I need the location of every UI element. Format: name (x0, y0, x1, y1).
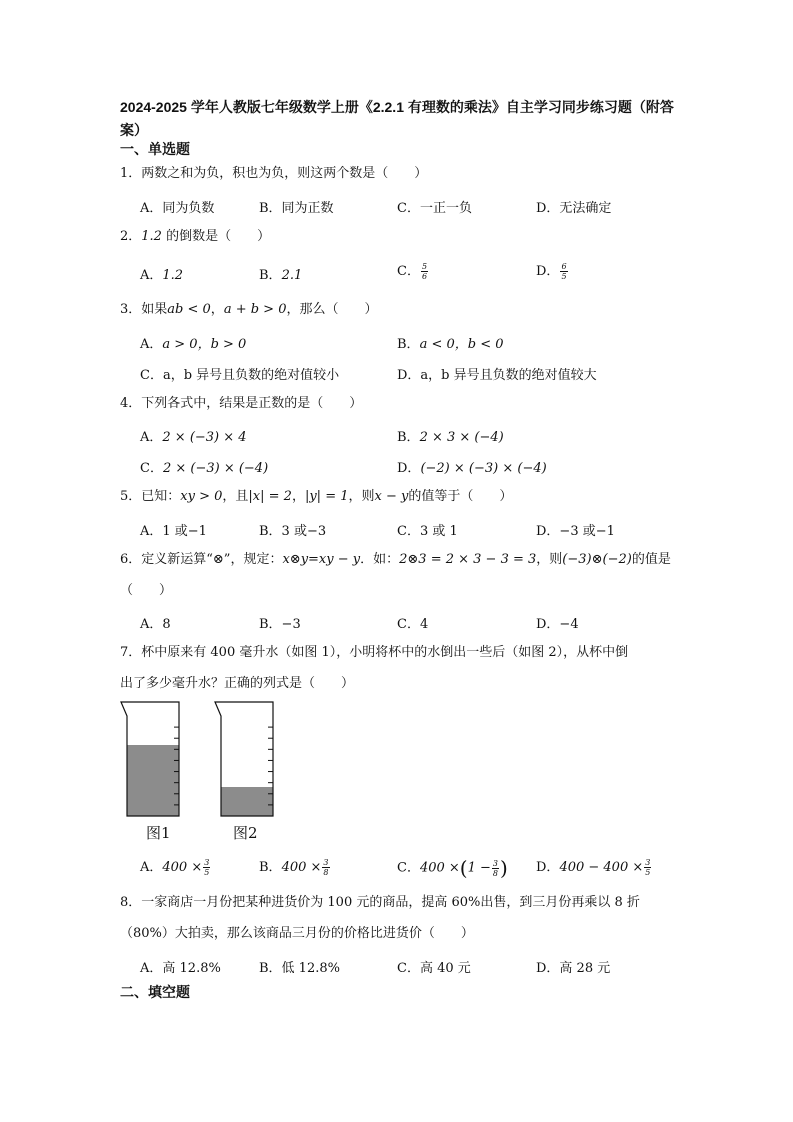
q1-option-b: B．同为正数 (259, 201, 334, 216)
q3-option-a: A．a > 0，b > 0 (140, 337, 247, 352)
section-heading-single-choice: 一、单选题 (120, 141, 190, 157)
q1-option-d: D．无法确定 (536, 201, 612, 216)
q4-option-d: D．(−2) × (−3) × (−4) (397, 461, 547, 476)
q2-c-fraction: $\frac{5}{6}$ (421, 262, 428, 281)
q2-option-c: C． $\frac{5}{6}$ (397, 262, 428, 281)
q8-option-a: A．高 12.8% (140, 961, 221, 976)
q6-option-d: D．−4 (536, 617, 579, 632)
question-8-stem: 8．一家商店一月份把某种进货价为 100 元的商品，提高 60%出售，到三月份再乘以 8 折 （80%）大拍卖，那么该商品三月份的价格比进货价（ ） (120, 895, 640, 941)
beaker-figure-1 (118, 698, 184, 818)
q3-option-b: B．a < 0，b < 0 (397, 337, 504, 352)
q1-option-c: C．一正一负 (397, 201, 472, 216)
q7-option-a: A．400 × $\frac{3}{5}$ (140, 858, 210, 877)
q2-stem-number: 1.2 (141, 229, 162, 244)
page-title: 2024-2025 学年人教版七年级数学上册《2.2.1 有理数的乘法》自主学习同步练习题（附答案） (120, 99, 674, 138)
q5-option-b: B．3 或−3 (259, 524, 327, 539)
q3-option-c: C．a，b 异号且负数的绝对值较小 (140, 368, 340, 383)
question-5-stem: 5．已知：xy > 0，且|x| = 2，|y| = 1，则x − y的值等于（ ） (120, 489, 513, 504)
q7-option-c: C．400 ×(1 − $\frac{3}{8}$ ) (397, 856, 508, 880)
beaker-figure-2 (212, 698, 278, 818)
q1-option-a: A．同为负数 (140, 201, 215, 216)
q5-option-a: A．1 或−1 (140, 524, 207, 539)
q8-option-b: B．低 12.8% (259, 961, 340, 976)
question-7-stem: 7．杯中原来有 400 毫升水（如图 1），小明将杯中的水倒出一些后（如图 2），从杯中倒 出了多少毫升水？正确的列式是（ ） (120, 645, 629, 691)
q2-stem-prefix: 2． (120, 229, 142, 244)
q6-option-b: B．−3 (259, 617, 301, 632)
q7-option-d: D．400 − 400 × $\frac{3}{5}$ (536, 858, 651, 877)
beaker-2-water (221, 787, 273, 816)
q2-option-d: D． $\frac{6}{5}$ (536, 262, 567, 281)
q6-option-c: C．4 (397, 617, 429, 632)
q4-option-b: B．2 × 3 × (−4) (397, 430, 504, 445)
q3-option-d: D．a，b 异号且负数的绝对值较大 (397, 368, 597, 383)
q2-option-b: B．2.1 (259, 268, 303, 283)
q5-option-d: D．−3 或−1 (536, 524, 615, 539)
q5-option-c: C．3 或 1 (397, 524, 458, 539)
q4-option-a: A．2 × (−3) × 4 (140, 430, 247, 445)
question-3-stem: 3．如果ab < 0，a + b > 0，那么（ ） (120, 302, 378, 317)
q4-option-c: C．2 × (−3) × (−4) (140, 461, 269, 476)
q2-option-a: A．1.2 (140, 268, 184, 283)
question-4-stem: 4．下列各式中，结果是正数的是（ ） (120, 396, 363, 411)
q8-option-c: C．高 40 元 (397, 961, 471, 976)
question-2-stem (120, 221, 680, 252)
section-heading-fill-in: 二、填空题 (120, 984, 190, 1000)
q2-d-fraction: $\frac{6}{5}$ (561, 262, 567, 281)
q7-option-b: B．400 × $\frac{3}{8}$ (259, 858, 329, 877)
beaker-1-water (127, 745, 179, 816)
figure-2-caption: 图2 (233, 824, 258, 842)
q8-option-d: D．高 28 元 (536, 961, 611, 976)
q2-stem-suffix: 的倒数是（ ） (161, 229, 271, 244)
question-1-stem: 1．两数之和为负，积也为负，则这两个数是（ ） (120, 166, 428, 181)
q6-stem-paren: （ ） (120, 583, 173, 598)
figure-1-caption: 图1 (146, 824, 171, 842)
question-6-stem: 6．定义新运算“⊗”，规定：x⊗y=xy − y．如：2⊗3 = 2 × 3 − 3 = 3，则(−3)⊗(−2)的值是 （ ） (120, 552, 671, 598)
q6-option-a: A．8 (140, 617, 171, 632)
